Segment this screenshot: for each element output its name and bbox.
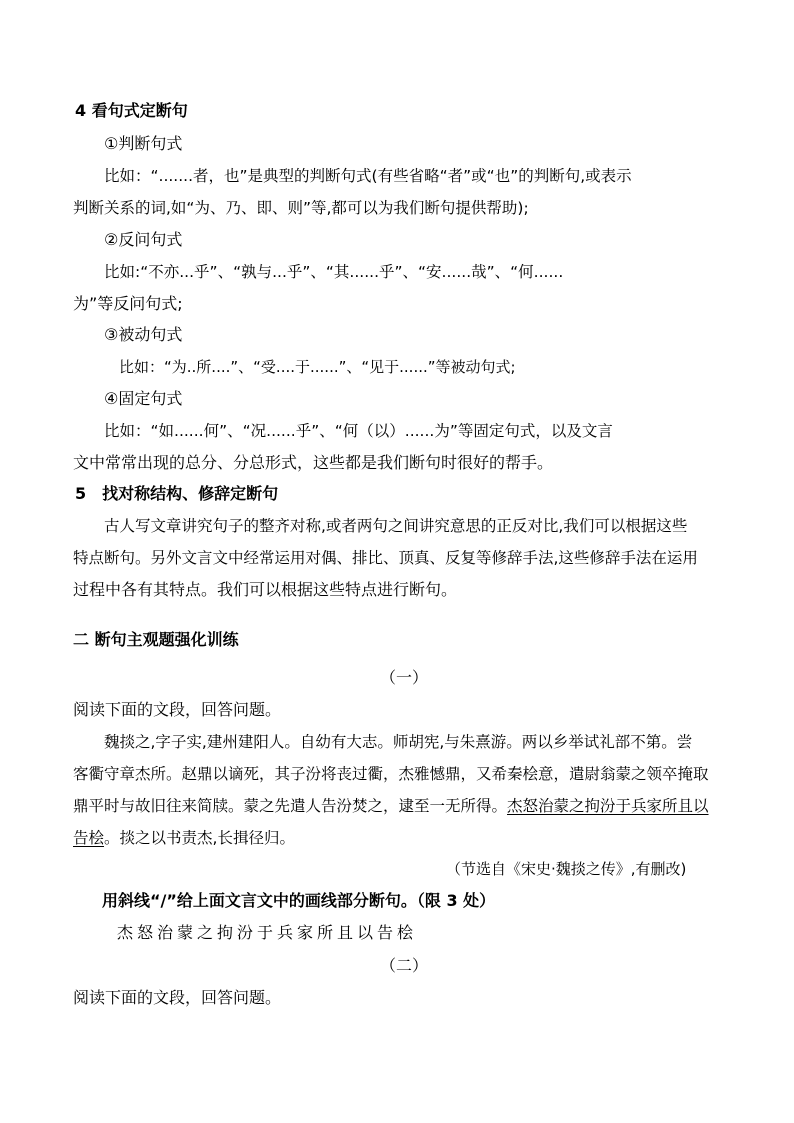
passage-line-1: 魏掞之,字子实,建州建阳人。自幼有大志。师胡宪,与朱熹游。两以乡举试礼部不第。尝 [104, 733, 693, 751]
item-2-title: ②反问句式 [104, 230, 183, 249]
item-3-title: ③被动句式 [104, 325, 183, 344]
exercise-2-intro: 阅读下面的文段，回答问题。 [73, 988, 282, 1007]
passage-underlined-part-2: 告桧 [73, 829, 105, 847]
passage-line-3 [73, 796, 709, 816]
section-5-para-line-2: 特点断句。另外文言文中经常运用对偶、排比、顶真、反复等修辞手法,这些修辞手法在运用 [73, 549, 698, 567]
item-4-text-a: 比如：“如......何”、“况......乎”、“何（以）......为”等固定句式，以及文言 [104, 422, 613, 440]
passage-underlined-part-1: 杰怒治蒙之拘汾于兵家所且以 [507, 797, 709, 815]
item-3-text: 比如：“为..所....”、“受....于......”、“见于......”等被动句式; [119, 358, 516, 376]
passage-line-4 [73, 828, 295, 848]
item-2-text-b: 为”等反问句式; [73, 294, 183, 313]
passage-source: （节选自《宋史·魏掞之传》,有删改) [446, 860, 687, 878]
part-2-heading: 二 断句主观题强化训练 [73, 630, 239, 649]
item-1-text-a: 比如：“.......者，也”是典型的判断句式(有些省略“者”或“也”的判断句,或表示 [104, 167, 632, 185]
item-1-text-b: 判断关系的词,如“为、乃、即、则”等,都可以为我们断句提供帮助); [73, 199, 529, 217]
section-4-heading: 4 看句式定断句 [75, 101, 188, 120]
exercise-2-number: （二） [380, 956, 429, 975]
passage-line-2: 客衢守章杰所。赵鼎以谪死，其子汾将丧过衢，杰雅憾鼎，又希秦桧意，遣尉翁蒙之领卒掩取 [73, 765, 709, 783]
section-5-para-line-1: 古人写文章讲究句子的整齐对称,或者两句之间讲究意思的正反对比,我们可以根据这些 [104, 517, 688, 535]
exercise-1-intro: 阅读下面的文段，回答问题。 [73, 700, 282, 719]
item-2-text-a: 比如:“不亦...乎”、“孰与...乎”、“其......乎”、“安......哉”、“何...... [104, 263, 564, 281]
item-1-title: ①判断句式 [104, 134, 183, 153]
passage-line-4-plain: 。掞之以书责杰,长揖径归。 [104, 829, 295, 847]
item-4-text-b: 文中常常出现的总分、分总形式，这些都是我们断句时很好的帮手。 [73, 453, 554, 472]
section-5-para-line-3: 过程中各有其特点。我们可以根据这些特点进行断句。 [73, 580, 458, 599]
item-4-title: ④固定句式 [104, 389, 183, 408]
passage-line-3-plain: 鼎平时与故旧往来简牍。蒙之先遣人告汾焚之，逮至一无所得。 [73, 797, 508, 815]
exercise-1-number: （一） [380, 668, 429, 687]
breaking-target-sentence: 杰怒治蒙之拘汾于兵家所且以告桧 [117, 923, 418, 942]
section-5-heading: 5 找对称结构、修辞定断句 [75, 484, 279, 503]
question-1: 用斜线“/”给上面文言文中的画线部分断句。（限 3 处） [102, 891, 496, 910]
